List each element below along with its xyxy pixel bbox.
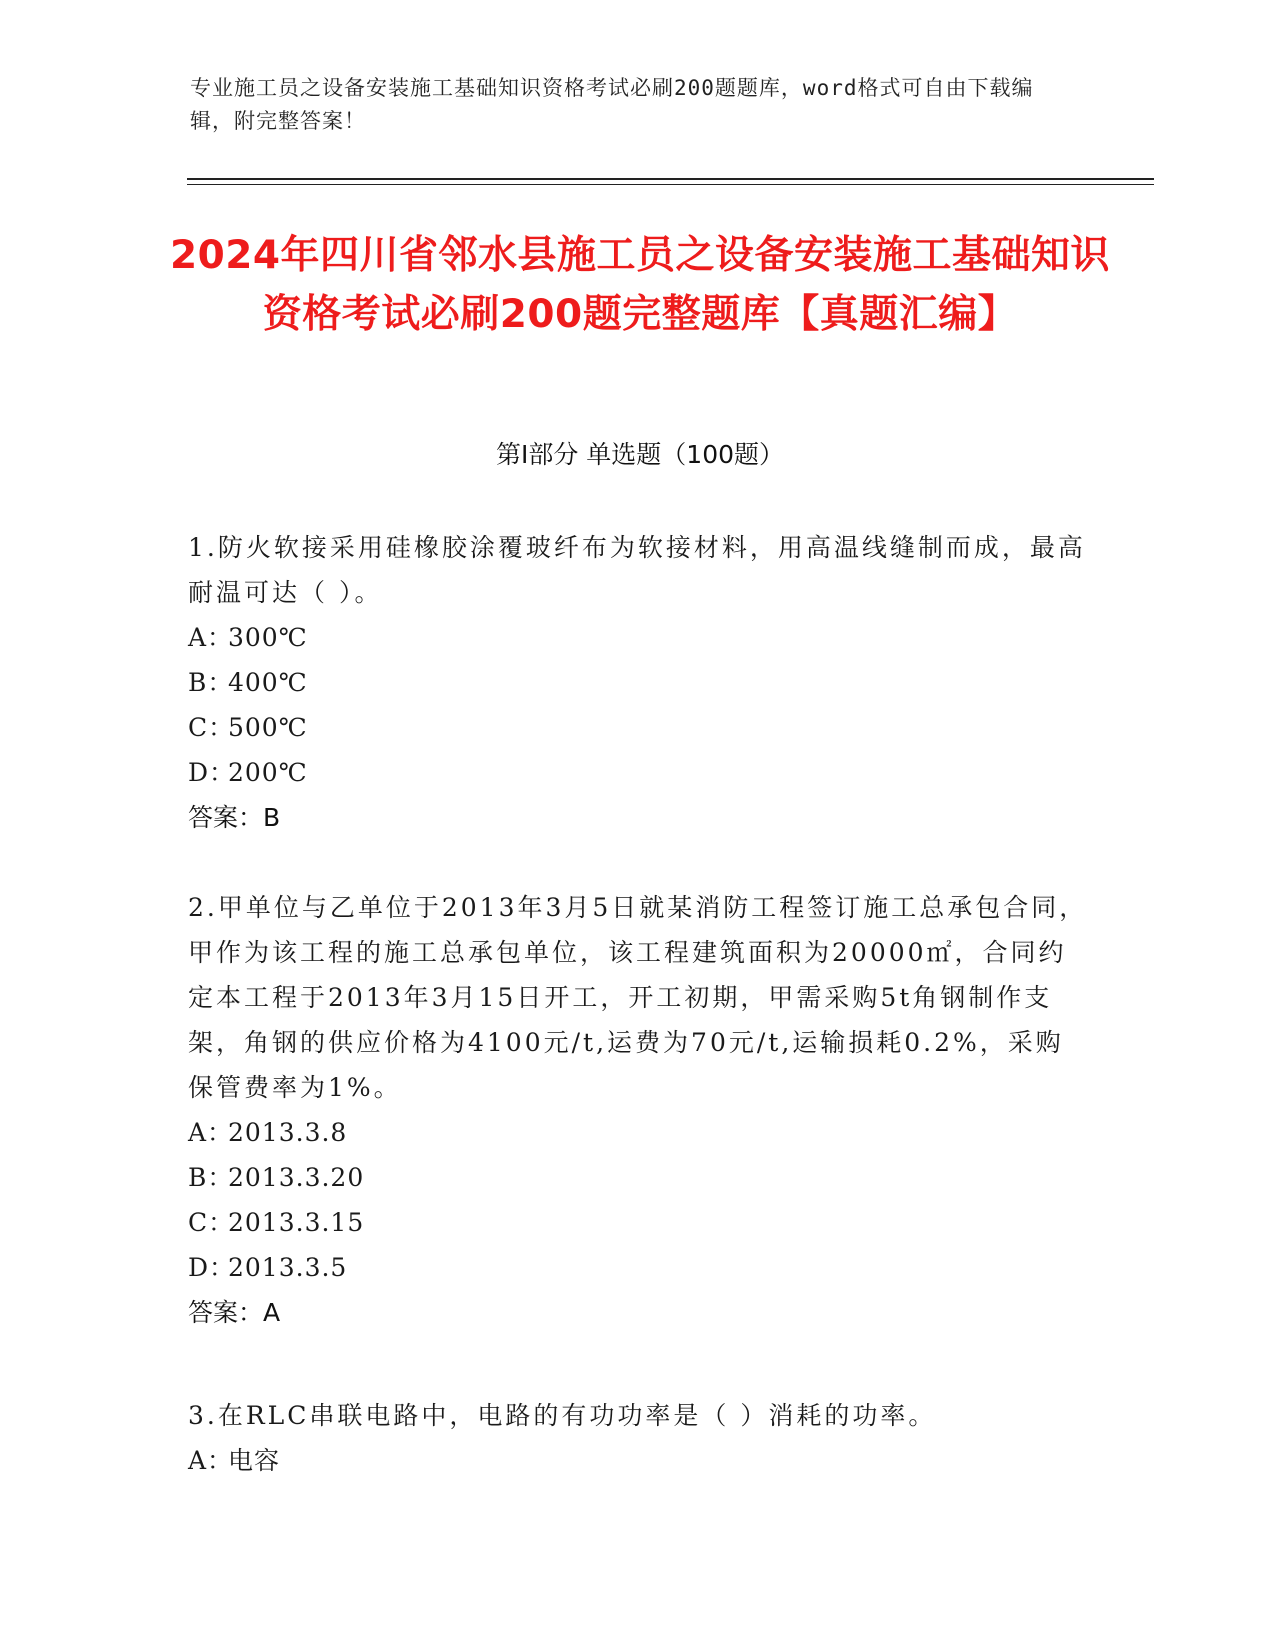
question-text: 3.在RLC串联电路中，电路的有功功率是（ ）消耗的功率。 xyxy=(188,1401,937,1430)
document-title: 2024年四川省邻水县施工员之设备安装施工基础知识资格考试必刷200题完整题库【真题汇编】 xyxy=(169,233,1111,337)
question-1 xyxy=(188,525,1088,840)
header-divider-thin xyxy=(187,184,1154,185)
option-d xyxy=(188,1245,1088,1290)
option-b xyxy=(188,1155,1088,1200)
question-2 xyxy=(188,885,1088,1335)
option-key: D： xyxy=(188,1253,236,1282)
answer-line: 答案：B xyxy=(188,803,281,832)
option-c xyxy=(188,705,1088,750)
option-value: 200℃ xyxy=(228,758,308,787)
option-key: B： xyxy=(188,668,234,697)
option-value: 电容 xyxy=(228,1446,281,1475)
option-value: 300℃ xyxy=(228,623,308,652)
answer-line: 答案：A xyxy=(188,1298,281,1327)
header-note: 专业施工员之设备安装施工基础知识资格考试必刷200题题库，word格式可自由下载编辑，附完整答案！ xyxy=(190,76,1034,133)
option-b xyxy=(188,660,1088,705)
question-text: 2.甲单位与乙单位于2013年3月5日就某消防工程签订施工总承包合同，甲作为该工程的施工总承包单位，该工程建筑面积为20000㎡，合同约定本工程于2013年3月15日开工，开工初期，甲需采购5t角钢制作支架，角钢的供应价格为4100元/t,运费为70元/t,运输损耗0.2%，采购保管费率为1%。 xyxy=(188,893,1088,1102)
option-key: C： xyxy=(188,713,235,742)
option-key: B： xyxy=(188,1163,234,1192)
option-key: C： xyxy=(188,1208,235,1237)
option-d xyxy=(188,750,1088,795)
option-value: 2013.3.20 xyxy=(228,1163,365,1192)
question-text: 1.防火软接采用硅橡胶涂覆玻纤布为软接材料，用高温线缝制而成，最高耐温可达（ ）。 xyxy=(188,533,1086,607)
option-a xyxy=(188,1438,1088,1483)
option-key: A： xyxy=(188,623,234,652)
option-value: 400℃ xyxy=(228,668,308,697)
option-value: 500℃ xyxy=(228,713,308,742)
section-title: 第Ⅰ部分 单选题（100题） xyxy=(495,440,785,469)
option-key: A： xyxy=(188,1118,234,1147)
option-a xyxy=(188,1110,1088,1155)
option-c xyxy=(188,1200,1088,1245)
option-value: 2013.3.15 xyxy=(228,1208,365,1237)
option-value: 2013.3.8 xyxy=(228,1118,348,1147)
header-divider-thick xyxy=(187,178,1154,180)
option-key: A： xyxy=(188,1446,234,1475)
option-key: D： xyxy=(188,758,236,787)
option-a xyxy=(188,615,1088,660)
option-value: 2013.3.5 xyxy=(228,1253,348,1282)
question-3 xyxy=(188,1393,1088,1483)
